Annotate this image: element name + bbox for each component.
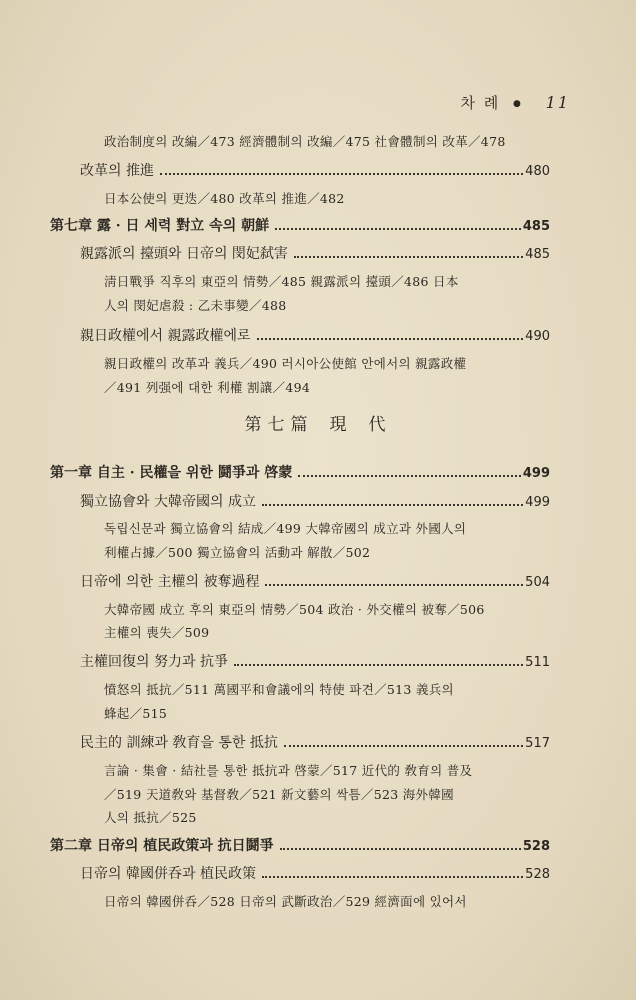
header-title: 차 례 bbox=[460, 94, 501, 112]
toc-section: 改革의 推進 480 bbox=[80, 163, 550, 179]
toc-detail: 政治制度의 改編／473 經濟體制의 改編／475 社會體制의 改革／478 bbox=[104, 134, 506, 149]
toc-section: 日帝에 의한 主權의 被奪過程 504 bbox=[80, 574, 550, 590]
page-header bbox=[460, 92, 570, 113]
toc-detail: 日帝의 韓國併呑／528 日帝의 武斷政治／529 經濟面에 있어서 bbox=[104, 894, 467, 909]
toc-chapter: 第二章 日帝의 植民政策과 抗日鬪爭 528 bbox=[50, 838, 550, 854]
toc-detail: 淸日戰爭 직후의 東亞의 情勢／485 親露派의 擡頭／486 日本 bbox=[104, 274, 459, 289]
toc-detail: 독립신문과 獨立協會의 結成／499 大韓帝國의 成立과 外國人의 bbox=[104, 521, 467, 536]
toc-detail: 大韓帝國 成立 후의 東亞의 情勢／504 政治 · 外交權의 被奪／506 bbox=[104, 602, 485, 617]
toc-section: 主權回復의 努力과 抗爭 511 bbox=[80, 654, 550, 670]
toc-detail: ／519 天道敎와 基督敎／521 新文藝의 싹틈／523 海外韓國 bbox=[104, 787, 454, 802]
toc-detail: 人의 抵抗／525 bbox=[104, 810, 197, 825]
toc-detail: 憤怒의 抵抗／511 萬國平和會議에의 特使 파견／513 義兵의 bbox=[104, 682, 454, 697]
page-number: 11 bbox=[545, 93, 570, 112]
toc-section: 日帝의 韓國併呑과 植民政策 528 bbox=[80, 866, 550, 882]
toc-detail: 利權占據／500 獨立協會의 活動과 解散／502 bbox=[104, 545, 371, 560]
toc-detail: 言論 · 集會 · 結社를 통한 抵抗과 啓蒙／517 近代的 敎育의 普及 bbox=[104, 763, 473, 778]
part-title: 第七篇 現 代 bbox=[244, 415, 392, 435]
toc-detail: 蜂起／515 bbox=[104, 706, 168, 721]
toc-detail: ／491 列强에 대한 利權 割讓／494 bbox=[104, 380, 311, 395]
toc-section: 民主的 訓練과 敎育을 통한 抵抗 517 bbox=[80, 735, 550, 751]
header-dot: ● bbox=[513, 99, 523, 109]
toc-chapter: 第七章 露 · 日 세력 對立 속의 朝鮮 485 bbox=[50, 218, 550, 234]
toc-chapter: 第一章 自主 · 民權을 위한 鬪爭과 啓蒙 499 bbox=[50, 465, 550, 481]
toc-detail: 人의 閔妃虐殺 : 乙未事變／488 bbox=[104, 298, 287, 313]
toc-detail: 日本公使의 更迭／480 改革의 推進／482 bbox=[104, 191, 345, 206]
toc-detail: 親日政權의 改革과 義兵／490 러시아公使館 안에서의 親露政權 bbox=[104, 356, 467, 371]
toc-section: 親日政權에서 親露政權에로 490 bbox=[80, 328, 550, 344]
toc-section: 獨立協會와 大韓帝國의 成立 499 bbox=[80, 494, 550, 510]
toc-section: 親露派의 擡頭와 日帝의 閔妃弑害 485 bbox=[80, 246, 550, 262]
toc-detail: 主權의 喪失／509 bbox=[104, 625, 210, 640]
